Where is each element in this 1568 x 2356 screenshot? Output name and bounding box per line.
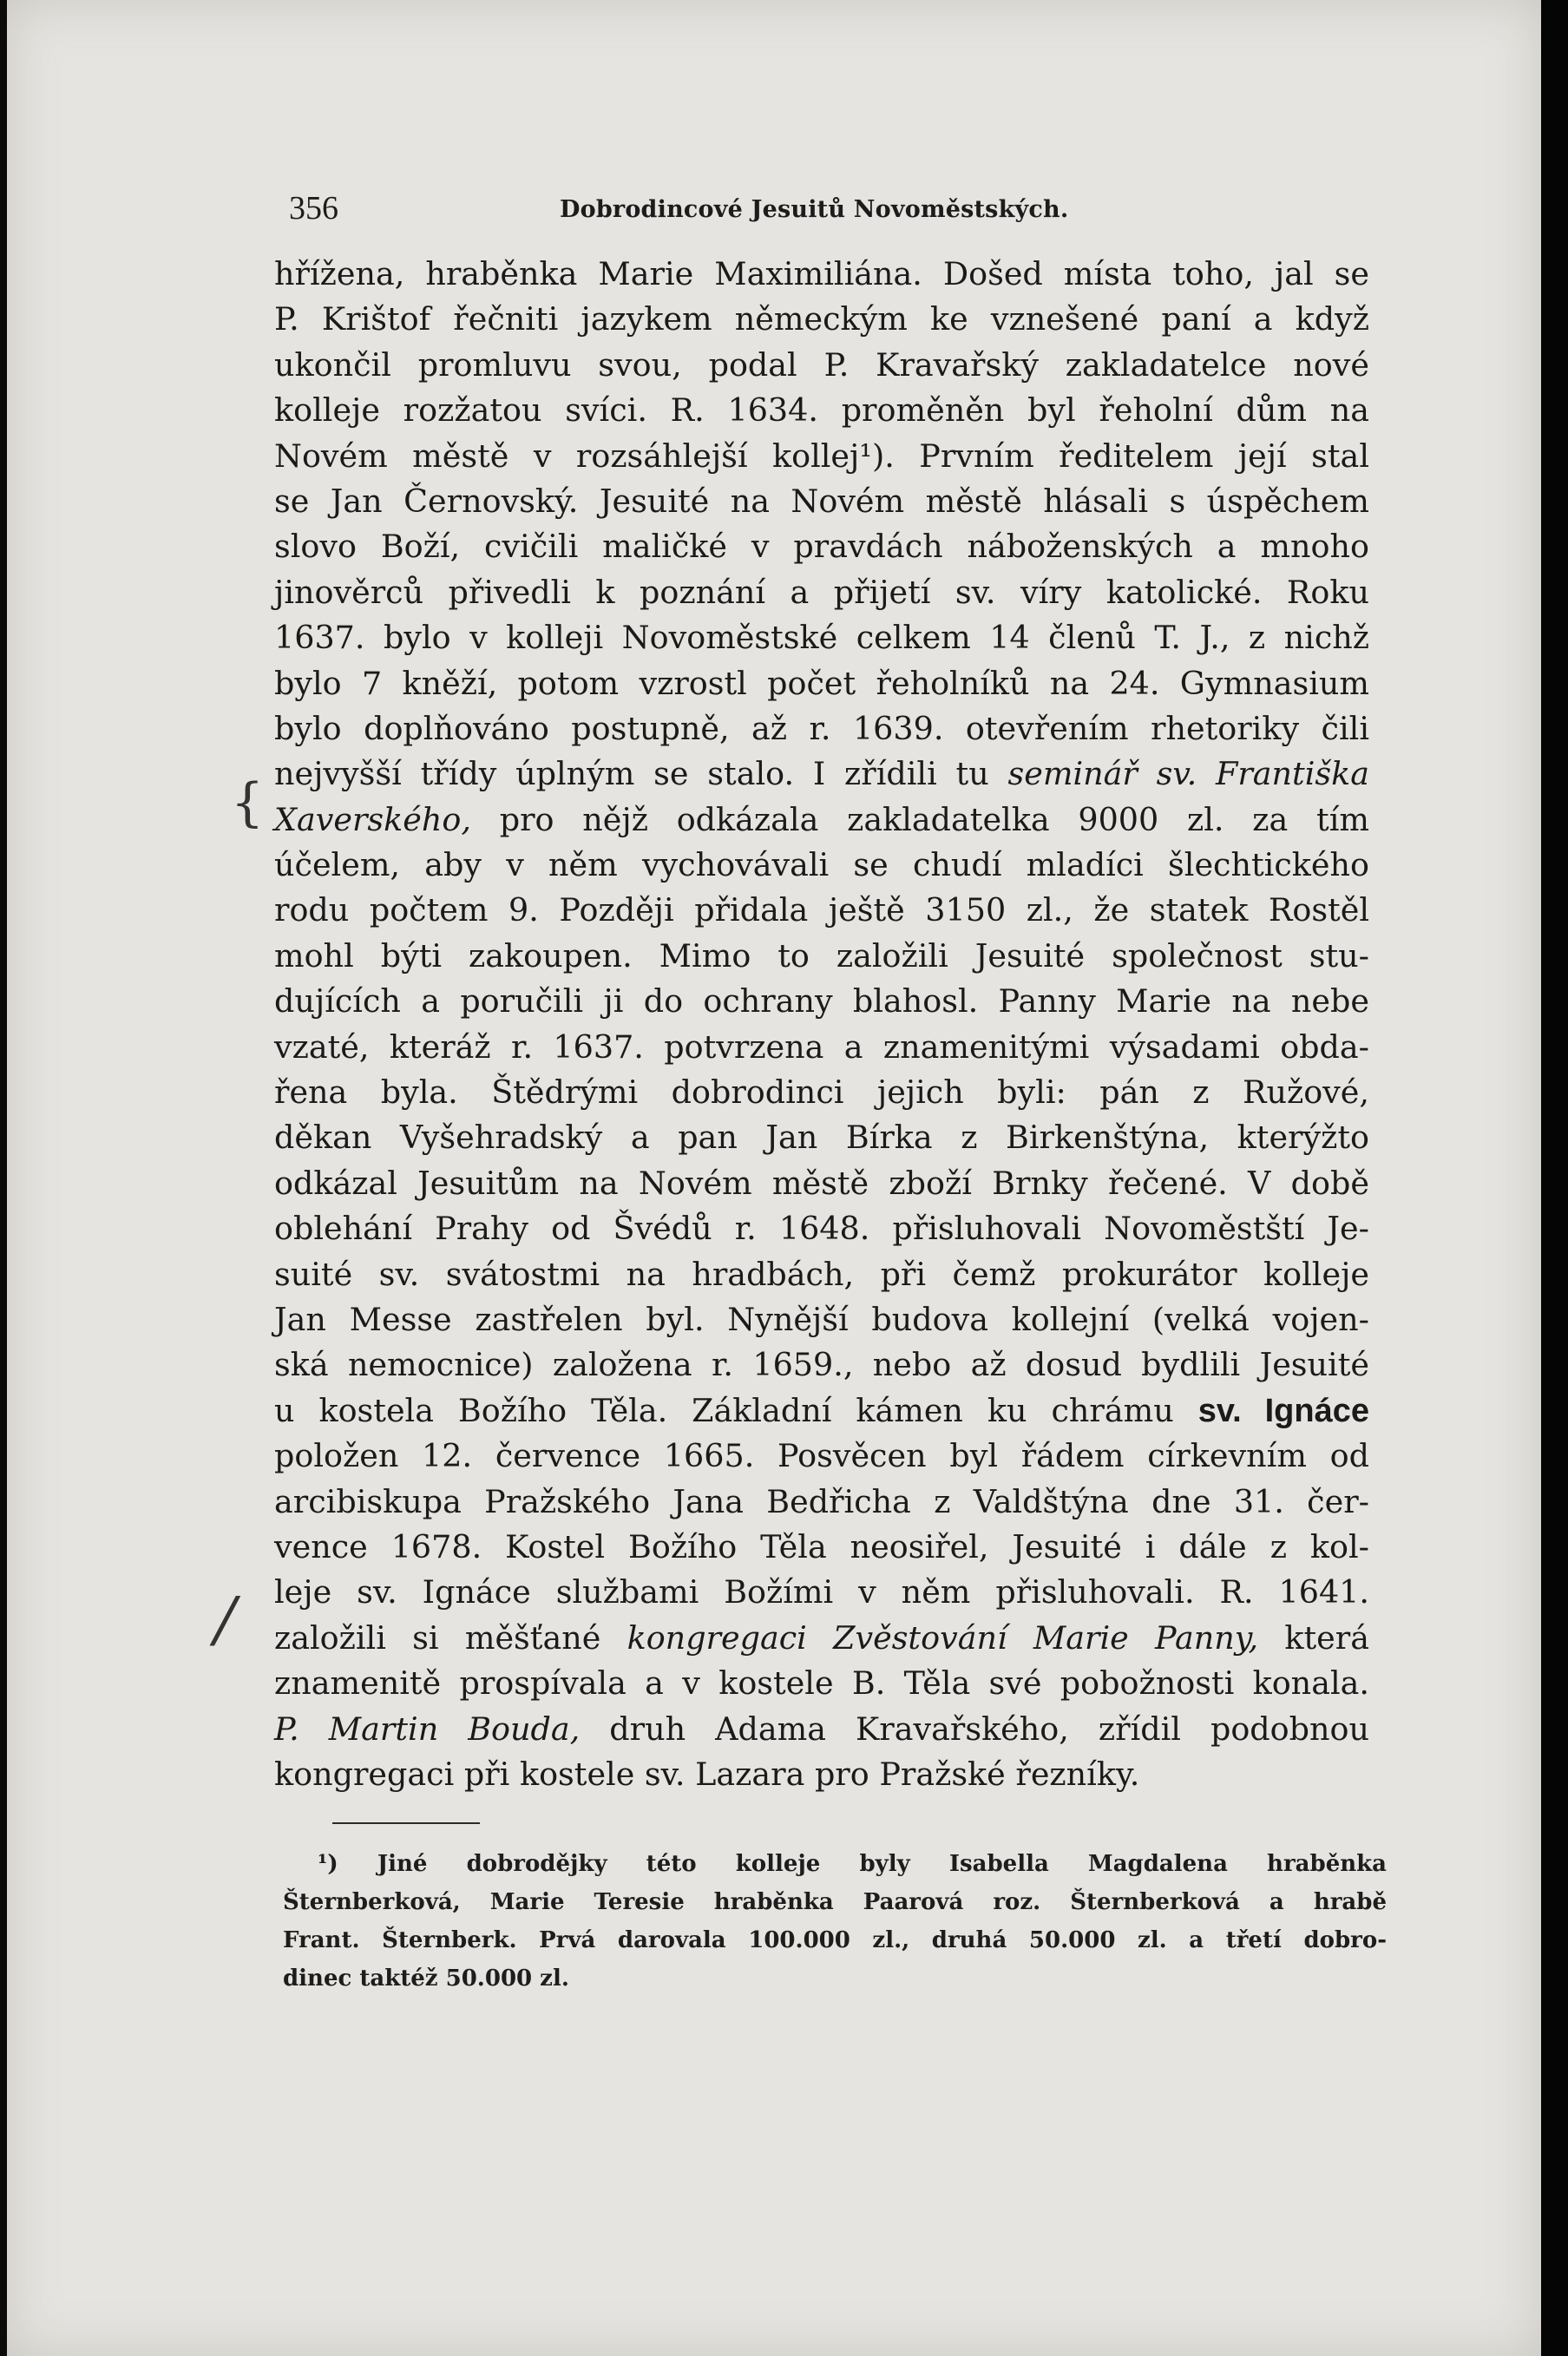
book-page bbox=[7, 0, 1541, 2356]
text-line bbox=[274, 797, 1369, 843]
text-line bbox=[274, 1434, 1369, 1479]
text-span: jinověrců přivedli k poznání a přijetí sv. víry katolické. Roku bbox=[274, 573, 1369, 611]
text-span: účelem, aby v něm vychovávali se chudí mladíci šlechtického bbox=[274, 846, 1369, 884]
footnote-line: Šternberková, Marie Teresie hraběnka Paarová roz. Šternberková a hrabě bbox=[283, 1889, 1387, 1915]
footnote-line: ¹) Jiné dobrodějky této kolleje byly Isabella Magdalena hraběnka bbox=[318, 1851, 1387, 1877]
text-span: ská nemocnice) založena r. 1659., nebo až dosud bydlili Jesuité bbox=[274, 1346, 1369, 1384]
text-span: položen 12. července 1665. Posvěcen byl řádem církevním od bbox=[274, 1437, 1369, 1475]
text-line bbox=[274, 1570, 1369, 1615]
text-line bbox=[274, 1115, 1369, 1160]
text-line bbox=[274, 252, 1369, 297]
text-span: oblehání Prahy od Švédů r. 1648. přisluhovali Novoměstští Je- bbox=[274, 1210, 1369, 1248]
text-line bbox=[274, 1025, 1369, 1070]
main-text bbox=[274, 252, 1369, 1797]
text-line bbox=[274, 1297, 1369, 1342]
text-span: znamenitě prospívala a v kostele B. Těla své pobožnosti konala. bbox=[274, 1664, 1369, 1703]
text-span: dujících a poručili ji do ochrany blahosl. Panny Marie na nebe bbox=[274, 982, 1369, 1020]
text-line bbox=[274, 524, 1369, 569]
text-span: pro nějž odkázala zakladatelka 9000 zl. za tím bbox=[470, 800, 1369, 838]
text-span: vence 1678. Kostel Božího Těla neosiřel, Jesuité i dále z kol- bbox=[274, 1527, 1369, 1565]
text-line bbox=[274, 934, 1369, 979]
text-span: ukončil promluvu svou, podal P. Kravařský zakladatelce nové bbox=[274, 345, 1369, 384]
text-line bbox=[274, 1707, 1369, 1752]
text-span: P. Krištof řečniti jazykem německým ke vznešené paní a když bbox=[274, 300, 1369, 338]
text-span: kolleje rozžatou svíci. R. 1634. proměněn byl řeholní dům na bbox=[274, 391, 1369, 430]
text-span: hřížena, hraběnka Marie Maximiliána. Došed místa toho, jal se bbox=[274, 255, 1369, 292]
text-line bbox=[274, 1480, 1369, 1525]
text-line bbox=[274, 479, 1369, 524]
footnote-divider bbox=[332, 1822, 480, 1824]
text-line bbox=[274, 979, 1369, 1024]
text-span: rodu počtem 9. Později přidala ještě 3150 zl., že statek Rostěl bbox=[274, 891, 1369, 929]
text-span: se Jan Černovský. Jesuité na Novém městě hlásali s úspěchem bbox=[274, 482, 1369, 520]
text-span: u kostela Božího Těla. Základní kámen ku chrámu bbox=[274, 1391, 1198, 1429]
page-number: 356 bbox=[289, 190, 338, 226]
footnote-line: dinec taktéž 50.000 zl. bbox=[283, 1966, 569, 1992]
footnote-line: Frant. Šternberk. Prvá darovala 100.000 zl., druhá 50.000 zl. a třetí dobro- bbox=[283, 1927, 1387, 1953]
margin-pencil-mark: { bbox=[231, 772, 265, 833]
text-span: bylo doplňováno postupně, až r. 1639. otevřením rhetoriky čili bbox=[274, 709, 1369, 747]
text-line bbox=[274, 1616, 1369, 1661]
text-span: řena byla. Štědrými dobrodinci jejich byli: pán z Ružové, bbox=[274, 1073, 1369, 1112]
italic-text: P. Martin Bouda, bbox=[274, 1710, 581, 1748]
text-line bbox=[274, 388, 1369, 433]
text-line bbox=[274, 1752, 1369, 1797]
text-line bbox=[274, 297, 1369, 342]
text-span: mohl býti zakoupen. Mimo to založili Jesuité společnost stu- bbox=[274, 936, 1369, 975]
italic-text: seminář sv. Františka bbox=[1007, 755, 1369, 793]
bold-text: sv. Ignáce bbox=[1197, 1392, 1369, 1429]
text-span: vzaté, kteráž r. 1637. potvrzena a znamenitými výsadami obda- bbox=[274, 1027, 1369, 1066]
text-line bbox=[274, 1252, 1369, 1297]
text-span: leje sv. Ignáce službami Božími v něm přisluhovali. R. 1641. bbox=[274, 1573, 1369, 1611]
text-line bbox=[274, 661, 1369, 706]
margin-pencil-mark: / bbox=[207, 1584, 244, 1655]
text-span: druh Adama Kravařského, zřídil podobnou bbox=[580, 1710, 1370, 1748]
text-span: bylo 7 kněží, potom vzrostl počet řeholníků na 24. Gymnasium bbox=[274, 664, 1369, 702]
text-span: kongregaci při kostele sv. Lazara pro Pražské řezníky. bbox=[274, 1755, 1140, 1793]
text-span: odkázal Jesuitům na Novém městě zboží Brnky řečené. V době bbox=[274, 1164, 1369, 1202]
text-span: slovo Boží, cvičili maličké v pravdách náboženských a mnoho bbox=[274, 528, 1369, 566]
text-line bbox=[274, 1661, 1369, 1706]
text-line bbox=[274, 888, 1369, 933]
text-line bbox=[274, 1161, 1369, 1206]
text-line bbox=[274, 1206, 1369, 1251]
text-line bbox=[274, 434, 1369, 479]
text-line bbox=[274, 1342, 1369, 1388]
text-span: suité sv. svátostmi na hradbách, při čemž prokurátor kolleje bbox=[274, 1255, 1369, 1293]
text-span: arcibiskupa Pražského Jana Bedřicha z Valdštýna dne 31. čer- bbox=[274, 1482, 1369, 1520]
scan-edge bbox=[1541, 0, 1568, 2356]
running-head: Dobrodincové Jesuitů Novoměstských. bbox=[560, 196, 1069, 223]
italic-text: Xaverského, bbox=[274, 800, 471, 838]
text-span: která bbox=[1258, 1618, 1369, 1657]
footnotes bbox=[283, 1845, 1387, 1998]
italic-text: kongregaci Zvěstování Marie Panny, bbox=[627, 1618, 1259, 1657]
text-span: Jan Messe zastřelen byl. Nynější budova kollejní (velká vojen- bbox=[274, 1300, 1369, 1338]
text-span: nejvyšší třídy úplným se stalo. I zřídili tu bbox=[274, 755, 1008, 793]
text-span: děkan Vyšehradský a pan Jan Bírka z Birkenštýna, kterýžto bbox=[274, 1119, 1369, 1157]
text-line bbox=[274, 570, 1369, 615]
text-line bbox=[274, 1070, 1369, 1115]
page-header bbox=[289, 189, 1382, 241]
text-line bbox=[274, 615, 1369, 660]
text-line bbox=[274, 751, 1369, 797]
text-span: 1637. bylo v kolleji Novoměstské celkem 14 členů T. J., z nichž bbox=[274, 619, 1369, 657]
text-span: založili si měšťané bbox=[274, 1618, 627, 1657]
text-line bbox=[274, 706, 1369, 751]
text-line bbox=[274, 1525, 1369, 1570]
text-span: Novém městě v rozsáhlejší kollej¹). Prvním ředitelem její stal bbox=[274, 436, 1369, 475]
text-line bbox=[274, 343, 1369, 388]
text-line bbox=[274, 843, 1369, 888]
text-line bbox=[274, 1388, 1369, 1434]
